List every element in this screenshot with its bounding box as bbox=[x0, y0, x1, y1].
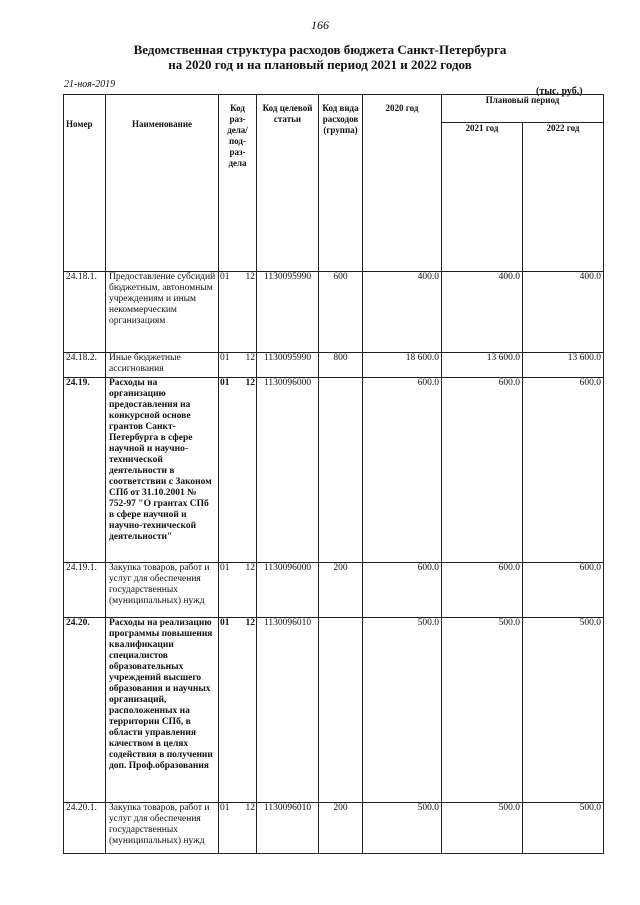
table-row bbox=[64, 378, 604, 563]
row-subsection: 12 bbox=[245, 272, 255, 282]
row-target-code: 1130095990 bbox=[257, 353, 319, 378]
row-name: Закупка товаров, работ и услуг для обеспечения государственных (муниципальных) нужд bbox=[106, 803, 219, 854]
row-value-2020: 400.0 bbox=[363, 272, 442, 353]
row-value-2021: 13 600.0 bbox=[442, 353, 523, 378]
row-number: 24.20. bbox=[64, 618, 106, 803]
document-title bbox=[0, 42, 640, 72]
row-value-2021: 400.0 bbox=[442, 272, 523, 353]
header-section-code: Код раз- дела/ под- раз- дела bbox=[219, 95, 257, 170]
row-value-2022: 600.0 bbox=[523, 378, 604, 563]
table-row bbox=[64, 353, 604, 378]
row-subsection: 12 bbox=[245, 378, 255, 388]
row-number: 24.19. bbox=[64, 378, 106, 563]
row-section-code bbox=[219, 272, 257, 353]
row-name: Предоставление субсидий бюджетным, автономным учреждениям и иным некоммерческим организациям bbox=[106, 272, 219, 353]
title-line-1: Ведомственная структура расходов бюджета Санкт-Петербурга bbox=[133, 42, 507, 57]
header-spacer-row bbox=[64, 169, 604, 272]
row-value-2021: 500.0 bbox=[442, 803, 523, 854]
row-section: 01 bbox=[220, 378, 230, 388]
row-target-code: 1130096000 bbox=[257, 563, 319, 618]
row-value-2020: 600.0 bbox=[363, 563, 442, 618]
row-value-2020: 18 600.0 bbox=[363, 353, 442, 378]
header-year-2021: 2021 год bbox=[442, 123, 523, 169]
row-target-code: 1130095990 bbox=[257, 272, 319, 353]
row-value-2022: 400.0 bbox=[523, 272, 604, 353]
row-section: 01 bbox=[220, 803, 230, 813]
header-expense-code: Код вида расходов (группа) bbox=[319, 95, 363, 170]
document-date: 21-ноя-2019 bbox=[64, 79, 116, 90]
row-section: 01 bbox=[220, 618, 230, 628]
header-planned-period: Плановый период bbox=[442, 95, 604, 123]
page-number: 166 bbox=[311, 18, 329, 32]
row-subsection: 12 bbox=[245, 353, 255, 363]
row-value-2022: 13 600.0 bbox=[523, 353, 604, 378]
row-section-code bbox=[219, 803, 257, 854]
row-name: Закупка товаров, работ и услуг для обеспечения государственных (муниципальных) нужд bbox=[106, 563, 219, 618]
row-value-2020: 600.0 bbox=[363, 378, 442, 563]
row-expense-code: 800 bbox=[319, 353, 363, 378]
title-line-2: на 2020 год и на плановый период 2021 и 2022 годов bbox=[168, 57, 472, 72]
row-number: 24.18.1. bbox=[64, 272, 106, 353]
row-value-2022: 500.0 bbox=[523, 803, 604, 854]
header-target-code: Код целевой статьи bbox=[257, 95, 319, 170]
table-row bbox=[64, 618, 604, 803]
row-number: 24.19.1. bbox=[64, 563, 106, 618]
row-value-2020: 500.0 bbox=[363, 803, 442, 854]
row-number: 24.18.2. bbox=[64, 353, 106, 378]
header-row bbox=[64, 95, 604, 123]
row-target-code: 1130096010 bbox=[257, 618, 319, 803]
budget-table bbox=[63, 94, 604, 854]
row-subsection: 12 bbox=[245, 563, 255, 573]
header-number: Номер bbox=[64, 95, 106, 170]
header-name: Наименование bbox=[106, 95, 219, 170]
row-expense-code: 200 bbox=[319, 803, 363, 854]
row-section: 01 bbox=[220, 272, 230, 282]
table-row bbox=[64, 563, 604, 618]
row-value-2022: 500.0 bbox=[523, 618, 604, 803]
row-value-2021: 600.0 bbox=[442, 378, 523, 563]
row-value-2022: 600.0 bbox=[523, 563, 604, 618]
row-value-2021: 600.0 bbox=[442, 563, 523, 618]
row-expense-code bbox=[319, 378, 363, 563]
row-subsection: 12 bbox=[245, 803, 255, 813]
row-number: 24.20.1. bbox=[64, 803, 106, 854]
table-row bbox=[64, 803, 604, 854]
header-year-2022: 2022 год bbox=[523, 123, 604, 169]
row-name: Иные бюджетные ассигнования bbox=[106, 353, 219, 378]
row-target-code: 1130096010 bbox=[257, 803, 319, 854]
row-section-code bbox=[219, 353, 257, 378]
row-section-code bbox=[219, 618, 257, 803]
units-label: (тыс. руб.) bbox=[536, 86, 583, 97]
row-section-code bbox=[219, 378, 257, 563]
row-section-code bbox=[219, 563, 257, 618]
row-expense-code: 600 bbox=[319, 272, 363, 353]
row-value-2020: 500.0 bbox=[363, 618, 442, 803]
row-target-code: 1130096000 bbox=[257, 378, 319, 563]
row-expense-code bbox=[319, 618, 363, 803]
row-section: 01 bbox=[220, 353, 230, 363]
table-row bbox=[64, 272, 604, 353]
row-subsection: 12 bbox=[245, 618, 255, 628]
row-value-2021: 500.0 bbox=[442, 618, 523, 803]
row-name: Расходы на организацию предоставления на конкурсной основе грантов Санкт-Петербурга в сфере научной и научно-технической деятельности в соответствии с Законом СПб от 31.10.2001 № 752-97 "О грантах СПб в сфере научной и научно-технической деятельности" bbox=[106, 378, 219, 563]
row-section: 01 bbox=[220, 563, 230, 573]
header-year-2020: 2020 год bbox=[363, 95, 442, 170]
row-expense-code: 200 bbox=[319, 563, 363, 618]
row-name: Расходы на реализацию программы повышения квалификации специалистов образовательных учреждений высшего образования и научных организаций, расположенных на территории СПб, в области управления качеством в целях содействия в получении доп. Проф.образования bbox=[106, 618, 219, 803]
